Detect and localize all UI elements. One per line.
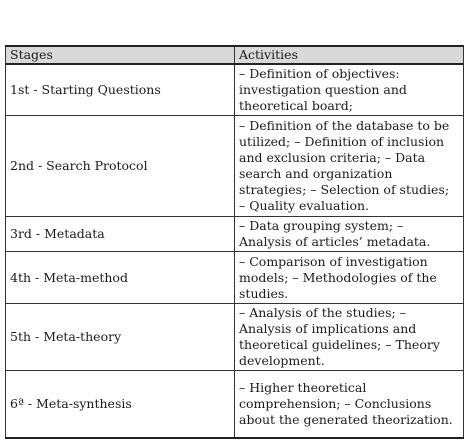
table-row	[6, 252, 464, 304]
stage-cell: 3rd - Metadata	[6, 217, 235, 252]
stages-activities-table-container	[5, 45, 463, 439]
table-row	[6, 64, 464, 116]
table-row	[6, 116, 464, 217]
activities-cell: – Higher theoretical comprehension; – Conclusions about the generated theorization.	[235, 371, 464, 439]
stage-cell: 5th - Meta-theory	[6, 304, 235, 371]
activities-cell: – Definition of the database to be utilized; – Definition of inclusion and exclusion criteria; – Data search and organization strategies; – Selection of studies; – Quality evaluation.	[235, 116, 464, 217]
table-row	[6, 217, 464, 252]
stage-cell: 1st - Starting Questions	[6, 64, 235, 116]
activities-cell: – Comparison of investigation models; – Methodologies of the studies.	[235, 252, 464, 304]
table-header-row	[6, 46, 464, 64]
table-row	[6, 371, 464, 439]
header-stages: Stages	[6, 46, 235, 64]
activities-cell: – Data grouping system; – Analysis of articles’ metadata.	[235, 217, 464, 252]
table-row	[6, 304, 464, 371]
stage-cell: 2nd - Search Protocol	[6, 116, 235, 217]
activities-cell: – Analysis of the studies; – Analysis of implications and theoretical guidelines; – Theory development.	[235, 304, 464, 371]
stage-cell: 6ª - Meta-synthesis	[6, 371, 235, 439]
stage-cell: 4th - Meta-method	[6, 252, 235, 304]
stages-activities-table	[5, 45, 464, 439]
header-activities: Activities	[235, 46, 464, 64]
activities-cell: – Definition of objectives: investigation question and theoretical board;	[235, 64, 464, 116]
